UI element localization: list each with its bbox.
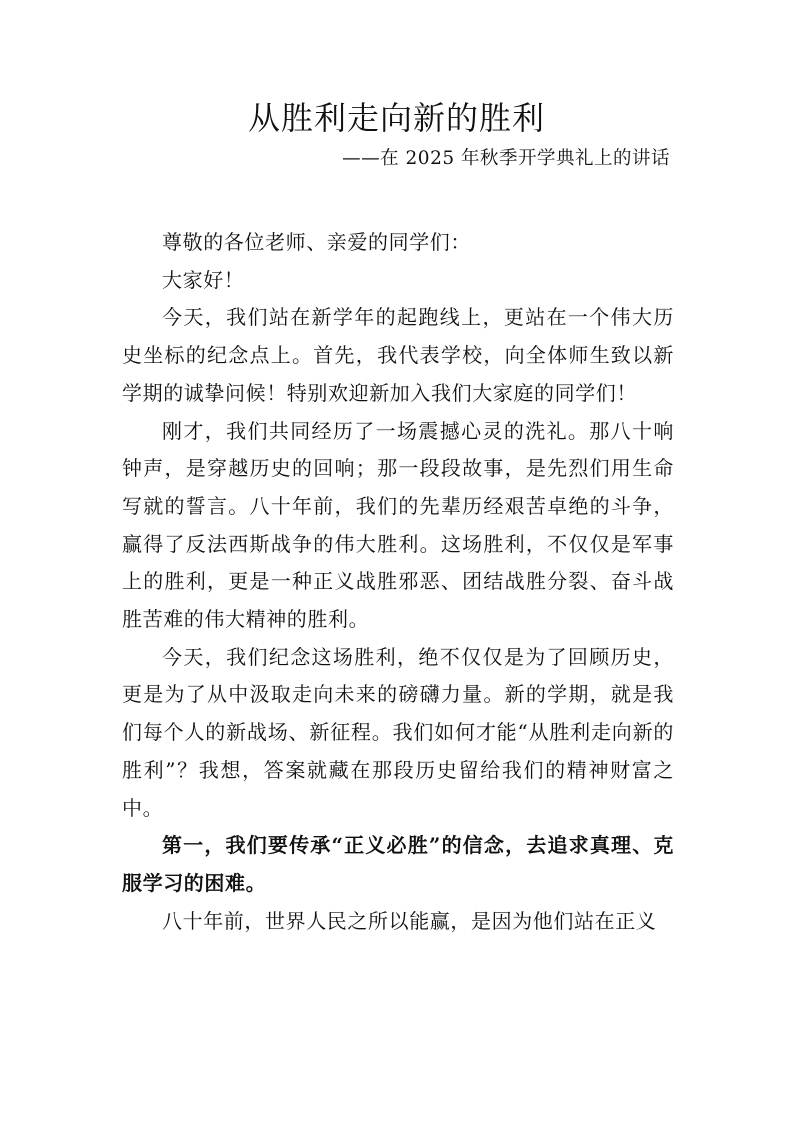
document-subtitle: ——在 2025 年秋季开学典礼上的讲话 xyxy=(342,148,670,169)
body-paragraph: 今天，我们站在新学年的起跑线上，更站在一个伟大历史坐标的纪念点上。首先，我代表学校，向全体师生致以新学期的诚挚问候！特别欢迎新加入我们大家庭的同学们！ xyxy=(122,305,674,405)
document-title: 从胜利走向新的胜利 xyxy=(247,99,545,137)
document-body xyxy=(122,224,674,940)
body-paragraph: 今天，我们纪念这场胜利，绝不仅仅是为了回顾历史，更是为了从中汲取走向未来的磅礴力量。新的学期，就是我们每个人的新战场、新征程。我们如何才能“从胜利走向新的胜利”？我想，答案就藏在那段历史留给我们的精神财富之中。 xyxy=(122,644,674,820)
body-paragraph: 八十年前，世界人民之所以能赢，是因为他们站在正义 xyxy=(162,908,657,933)
section-heading: 第一，我们要传承“正义必胜”的信念，去追求真理、克服学习的困难。 xyxy=(122,833,674,895)
body-paragraph: 刚才，我们共同经历了一场震撼心灵的洗礼。那八十响钟声，是穿越历史的回响；那一段段故事，是先烈们用生命写就的誓言。八十年前，我们的先辈历经艰苦卓绝的斗争，赢得了反法西斯战争的伟大胜利。这场胜利，不仅仅是军事上的胜利，更是一种正义战胜邪恶、团结战胜分裂、奋斗战胜苦难的伟大精神的胜利。 xyxy=(122,418,674,632)
salutation: 尊敬的各位老师、亲爱的同学们： xyxy=(162,230,471,254)
greeting: 大家好！ xyxy=(162,267,245,292)
